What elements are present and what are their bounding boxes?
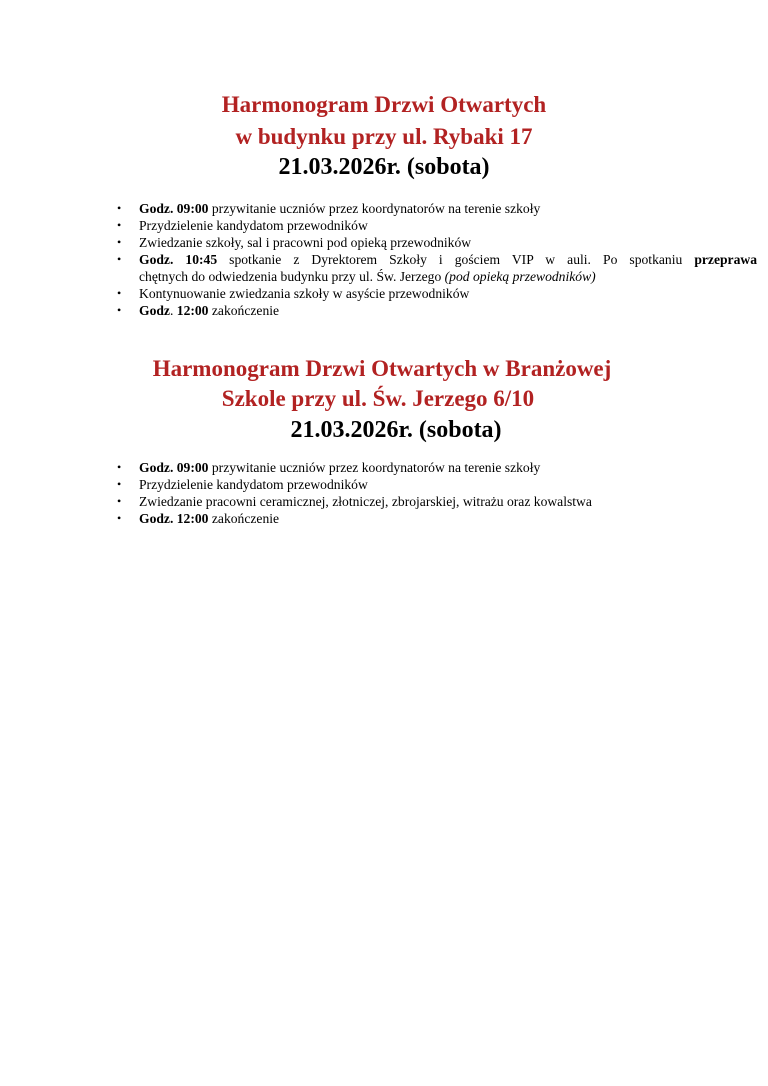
bullet-icon: • (117, 460, 122, 474)
list-item (0, 285, 757, 302)
item-text: Przydzielenie kandydatom przewodników (139, 218, 368, 233)
bullet-icon: • (117, 218, 122, 232)
section2-schedule-list (0, 459, 768, 527)
bullet-icon: • (117, 286, 122, 300)
list-item (0, 476, 757, 493)
section1-title-line1: Harmonogram Drzwi Otwartych (221, 92, 547, 117)
section1-title-line2: w budynku przy ul. Rybaki 17 (235, 124, 533, 149)
item-text-cont: chętnych do odwiedzenia budynku przy ul. Św. Jerzego (139, 269, 445, 284)
item-text: Zwiedzanie pracowni ceramicznej, złotniczej, zbrojarskiej, witrażu oraz kowalstwa (139, 494, 592, 509)
list-item (0, 493, 757, 510)
list-item (0, 217, 757, 234)
item-line1 (139, 251, 757, 268)
bullet-icon: • (117, 494, 122, 508)
bullet-icon: • (117, 252, 122, 266)
item-line2 (139, 268, 757, 285)
section1-schedule-list (0, 200, 768, 319)
list-item (0, 302, 757, 319)
item-text: przywitanie uczniów przez koordynatorów na terenie szkoły (208, 460, 541, 475)
bullet-icon: • (117, 477, 122, 491)
item-text: . (169, 303, 177, 318)
bullet-icon: • (117, 303, 122, 317)
section2-date: 21.03.2026r. (sobota) (290, 417, 502, 443)
item-text: przywitanie uczniów przez koordynatorów na terenie szkoły (208, 201, 541, 216)
list-item (0, 510, 757, 527)
list-item (0, 234, 757, 251)
time-label: Godz. 09:00 (139, 460, 209, 475)
bullet-icon: • (117, 201, 122, 215)
italic-note: (pod opieką przewodników) (444, 269, 596, 284)
item-text-cont: zakończenie (208, 303, 280, 318)
item-text: Przydzielenie kandydatom przewodników (139, 477, 368, 492)
bullet-icon: • (117, 511, 122, 525)
list-item (0, 251, 757, 285)
item-text: Zwiedzanie szkoły, sal i pracowni pod opieką przewodników (139, 235, 472, 250)
section2-title-line1: Harmonogram Drzwi Otwartych w Branżowej (152, 356, 612, 381)
item-text: Kontynuowanie zwiedzania szkoły w asyście przewodników (139, 286, 470, 301)
time-label: Godz. 10:45 (139, 252, 218, 267)
item-text: spotkanie z Dyrektorem Szkoły i gościem VIP w auli. Po spotkaniu (217, 252, 695, 267)
section1-date: 21.03.2026r. (sobota) (278, 154, 490, 180)
item-text: zakończenie (208, 511, 280, 526)
section2-title-line2: Szkole przy ul. Św. Jerzego 6/10 (221, 386, 535, 411)
emphasis-text: przeprawa (694, 252, 757, 267)
bullet-icon: • (117, 235, 122, 249)
time-value: 12:00 (176, 303, 209, 318)
list-item (0, 459, 757, 476)
time-label: Godz (139, 303, 170, 318)
time-label: Godz. 09:00 (139, 201, 209, 216)
time-label: Godz. 12:00 (139, 511, 209, 526)
list-item (0, 200, 757, 217)
